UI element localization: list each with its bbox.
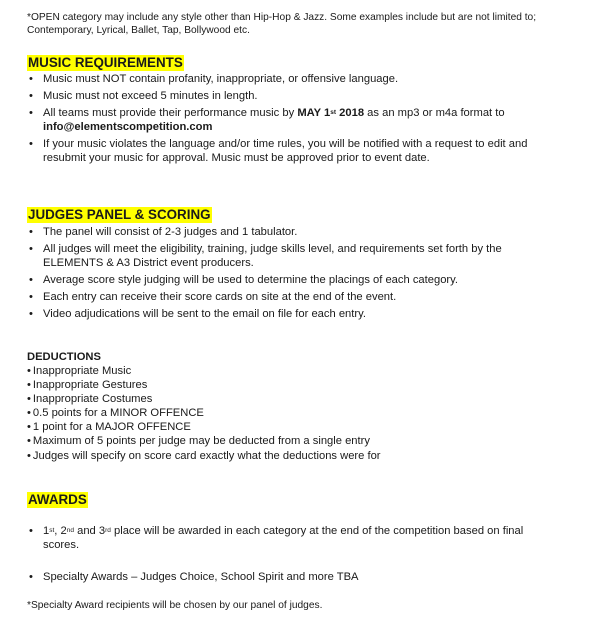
bullet: •: [29, 90, 33, 103]
list-item: • All teams must provide their performance music by MAY 1st 2018 as an mp3 or m4a format to info@elementscompetition.com: [29, 107, 505, 133]
list-item: • 1 point for a MAJOR OFFENCE: [27, 421, 191, 434]
list-item: • 1st, 2nd and 3rd place will be awarded in each category at the end of the competition based on final scores.: [29, 525, 524, 551]
list-item: • Average score style judging will be used to determine the placings of each category.: [29, 273, 459, 286]
bullet: •: [27, 407, 31, 420]
list-item: • Maximum of 5 points per judge may be deducted from a single entry: [27, 435, 370, 448]
bullet: •: [29, 226, 33, 238]
bullet: •: [29, 243, 33, 256]
specialty-award-note: *Specialty Award recipients will be chosen by our panel of judges.: [27, 600, 323, 611]
bullet: •: [29, 138, 33, 151]
bullet: •: [29, 291, 33, 304]
bullet: •: [27, 421, 31, 434]
music-requirements-heading: MUSIC REQUIREMENTS: [28, 55, 183, 70]
judges-panel-list: [27, 226, 557, 326]
awards-heading: AWARDS: [28, 492, 87, 507]
deadline-date: MAY 1st 2018: [297, 107, 365, 120]
list-item: • Each entry can receive their score cards on site at the end of the event.: [29, 291, 397, 304]
bullet: •: [29, 273, 33, 286]
list-item: • Inappropriate Music: [27, 365, 132, 377]
list-item: • All judges will meet the eligibility, training, judge skills level, and requirements set forth by the ELEMENTS & A3 District event producers.: [29, 243, 502, 269]
bullet: •: [29, 107, 33, 120]
bullet: •: [29, 525, 33, 537]
awards-list: [27, 525, 557, 552]
deductions-heading: DEDUCTIONS: [27, 351, 101, 363]
list-item: • The panel will consist of 2-3 judges and 1 tabulator.: [29, 226, 298, 238]
contact-email: info@elementscompetition.com: [43, 120, 213, 133]
judges-panel-heading: JUDGES PANEL & SCORING: [28, 207, 211, 222]
deductions-list: [27, 364, 381, 463]
bullet: •: [29, 571, 33, 583]
list-item: • Specialty Awards – Judges Choice, School Spirit and more TBA: [29, 571, 359, 583]
bullet: •: [27, 365, 31, 377]
list-item: • Inappropriate Costumes: [27, 393, 153, 406]
bullet: •: [27, 449, 31, 462]
list-item: • Inappropriate Gestures: [27, 379, 148, 392]
list-item: • Music must not exceed 5 minutes in length.: [29, 90, 258, 103]
list-item: • Video adjudications will be sent to the email on file for each entry.: [29, 308, 366, 321]
bullet: •: [27, 379, 31, 392]
music-requirements-list: [27, 73, 557, 169]
bullet: •: [29, 73, 33, 85]
bullet: •: [29, 308, 33, 321]
open-category-note: *OPEN category may include any style other than Hip-Hop & Jazz. Some examples include but are not limited to; Contemporary, Lyrical, Ballet, Tap, Bollywood etc.: [27, 12, 537, 36]
list-item: • Music must NOT contain profanity, inappropriate, or offensive language.: [29, 73, 399, 85]
list-item: • Judges will specify on score card exactly what the deductions were for: [27, 449, 381, 462]
bullet: •: [27, 393, 31, 406]
list-item: • If your music violates the language and/or time rules, you will be notified with a request to edit and resubmit your music for approval. Music must be approved prior to event date.: [29, 138, 528, 164]
bullet: •: [27, 435, 31, 448]
awards-list-specialty: [27, 571, 557, 585]
list-item: • 0.5 points for a MINOR OFFENCE: [27, 407, 204, 420]
